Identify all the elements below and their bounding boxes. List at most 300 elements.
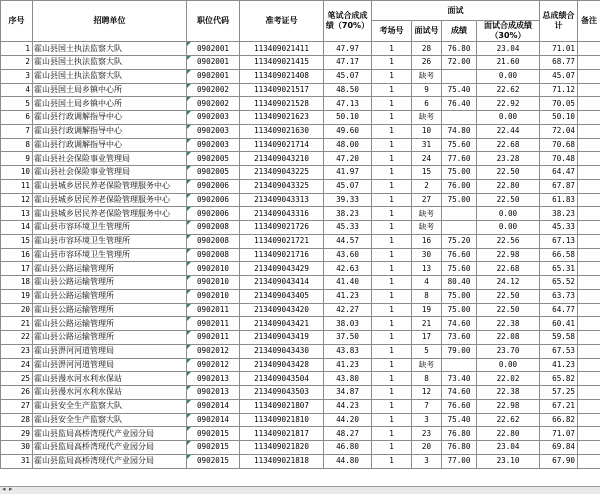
cell-unit[interactable]: 霍山县淠河河道管理局 <box>33 358 187 372</box>
cell-remark[interactable] <box>578 166 600 180</box>
cell-score[interactable]: 73.40 <box>442 372 477 386</box>
cell-ticket[interactable]: 113409021411 <box>240 42 324 56</box>
cell-remark[interactable] <box>578 331 600 345</box>
cell-seq[interactable]: 30 <box>1 441 33 455</box>
cell-post-code[interactable]: 0902002 <box>187 97 240 111</box>
cell-room[interactable]: 1 <box>372 399 412 413</box>
cell-seq[interactable]: 22 <box>1 331 33 345</box>
cell-total[interactable]: 60.41 <box>540 317 578 331</box>
cell-seq[interactable]: 26 <box>1 386 33 400</box>
cell-interview-comp[interactable]: 24.12 <box>477 276 540 290</box>
cell-ticket[interactable]: 113409021810 <box>240 413 324 427</box>
cell-ticket[interactable]: 213409043405 <box>240 289 324 303</box>
cell-written[interactable]: 45.07 <box>324 179 372 193</box>
cell-written[interactable]: 45.07 <box>324 69 372 83</box>
cell-remark[interactable] <box>578 207 600 221</box>
cell-post-code[interactable]: 0902011 <box>187 331 240 345</box>
cell-written[interactable]: 42.63 <box>324 262 372 276</box>
cell-ticket[interactable]: 213409043316 <box>240 207 324 221</box>
cell-ticket[interactable]: 113409021623 <box>240 111 324 125</box>
cell-unit[interactable]: 霍山县国土执法监察大队 <box>33 69 187 83</box>
cell-written[interactable]: 38.03 <box>324 317 372 331</box>
cell-total[interactable]: 71.01 <box>540 42 578 56</box>
cell-room[interactable]: 1 <box>372 179 412 193</box>
cell-score[interactable]: 77.60 <box>442 152 477 166</box>
cell-written[interactable]: 41.97 <box>324 166 372 180</box>
cell-interview-comp[interactable]: 23.10 <box>477 454 540 468</box>
cell-ticket[interactable]: 113409021818 <box>240 454 324 468</box>
cell-room[interactable]: 1 <box>372 303 412 317</box>
cell-room[interactable]: 1 <box>372 386 412 400</box>
cell-remark[interactable] <box>578 262 600 276</box>
cell-interview-comp[interactable]: 22.38 <box>477 317 540 331</box>
cell-post-code[interactable]: 0902015 <box>187 441 240 455</box>
cell-seq[interactable]: 19 <box>1 289 33 303</box>
cell-unit[interactable]: 霍山县国土执法监察大队 <box>33 42 187 56</box>
cell-remark[interactable] <box>578 152 600 166</box>
cell-interview-comp[interactable]: 22.56 <box>477 234 540 248</box>
cell-score[interactable]: 74.80 <box>442 124 477 138</box>
cell-remark[interactable] <box>578 124 600 138</box>
cell-ticket[interactable]: 213409043420 <box>240 303 324 317</box>
cell-remark[interactable] <box>578 97 600 111</box>
cell-interview-no[interactable]: 缺考 <box>412 358 442 372</box>
cell-ticket[interactable]: 113409021415 <box>240 56 324 70</box>
cell-seq[interactable]: 1 <box>1 42 33 56</box>
cell-total[interactable]: 70.68 <box>540 138 578 152</box>
cell-post-code[interactable]: 0902001 <box>187 69 240 83</box>
cell-interview-comp[interactable]: 23.04 <box>477 42 540 56</box>
cell-seq[interactable]: 2 <box>1 56 33 70</box>
cell-total[interactable]: 66.82 <box>540 413 578 427</box>
cell-unit[interactable]: 霍山县行政调解指导中心 <box>33 124 187 138</box>
cell-seq[interactable]: 3 <box>1 69 33 83</box>
cell-interview-no[interactable]: 23 <box>412 427 442 441</box>
cell-ticket[interactable]: 213409043414 <box>240 276 324 290</box>
cell-interview-no[interactable]: 17 <box>412 331 442 345</box>
cell-interview-comp[interactable]: 0.00 <box>477 69 540 83</box>
cell-unit[interactable]: 霍山县安全生产监察大队 <box>33 399 187 413</box>
cell-score[interactable]: 75.00 <box>442 303 477 317</box>
cell-post-code[interactable]: 0902011 <box>187 303 240 317</box>
cell-total[interactable]: 41.23 <box>540 358 578 372</box>
cell-score[interactable]: 76.00 <box>442 179 477 193</box>
cell-total[interactable]: 50.10 <box>540 111 578 125</box>
cell-post-code[interactable]: 0902006 <box>187 179 240 193</box>
cell-seq[interactable]: 28 <box>1 413 33 427</box>
cell-room[interactable]: 1 <box>372 276 412 290</box>
cell-score[interactable]: 75.40 <box>442 83 477 97</box>
cell-written[interactable]: 47.97 <box>324 42 372 56</box>
cell-written[interactable]: 38.23 <box>324 207 372 221</box>
cell-post-code[interactable]: 0902003 <box>187 124 240 138</box>
cell-room[interactable]: 1 <box>372 317 412 331</box>
cell-unit[interactable]: 霍山县国土局乡镇中心所 <box>33 83 187 97</box>
cell-ticket[interactable]: 113409021817 <box>240 427 324 441</box>
cell-unit[interactable]: 霍山县行政调解指导中心 <box>33 138 187 152</box>
cell-interview-comp[interactable]: 22.68 <box>477 138 540 152</box>
cell-interview-no[interactable]: 20 <box>412 441 442 455</box>
cell-room[interactable]: 1 <box>372 372 412 386</box>
cell-total[interactable]: 71.07 <box>540 427 578 441</box>
cell-post-code[interactable]: 0902008 <box>187 248 240 262</box>
cell-remark[interactable] <box>578 179 600 193</box>
cell-post-code[interactable]: 0902002 <box>187 83 240 97</box>
cell-interview-no[interactable]: 5 <box>412 344 442 358</box>
cell-unit[interactable]: 霍山县监局高桥湾现代产业园分局 <box>33 427 187 441</box>
cell-written[interactable]: 44.23 <box>324 399 372 413</box>
cell-ticket[interactable]: 213409043429 <box>240 262 324 276</box>
cell-interview-no[interactable]: 28 <box>412 42 442 56</box>
cell-ticket[interactable]: 113409021408 <box>240 69 324 83</box>
cell-seq[interactable]: 5 <box>1 97 33 111</box>
cell-remark[interactable] <box>578 234 600 248</box>
cell-written[interactable]: 45.33 <box>324 221 372 235</box>
cell-remark[interactable] <box>578 441 600 455</box>
cell-interview-no[interactable]: 3 <box>412 454 442 468</box>
cell-score[interactable]: 76.80 <box>442 427 477 441</box>
cell-post-code[interactable]: 0902011 <box>187 317 240 331</box>
cell-unit[interactable]: 霍山县市容环境卫生管理所 <box>33 221 187 235</box>
cell-score[interactable] <box>442 358 477 372</box>
cell-remark[interactable] <box>578 111 600 125</box>
cell-total[interactable]: 57.25 <box>540 386 578 400</box>
cell-seq[interactable]: 15 <box>1 234 33 248</box>
cell-room[interactable]: 1 <box>372 193 412 207</box>
cell-post-code[interactable]: 0902005 <box>187 152 240 166</box>
cell-total[interactable]: 71.12 <box>540 83 578 97</box>
cell-remark[interactable] <box>578 69 600 83</box>
cell-interview-comp[interactable]: 22.62 <box>477 413 540 427</box>
cell-seq[interactable]: 31 <box>1 454 33 468</box>
cell-interview-comp[interactable]: 22.68 <box>477 262 540 276</box>
cell-interview-comp[interactable]: 22.98 <box>477 248 540 262</box>
cell-seq[interactable]: 29 <box>1 427 33 441</box>
cell-post-code[interactable]: 0902005 <box>187 166 240 180</box>
cell-interview-no[interactable]: 2 <box>412 179 442 193</box>
cell-total[interactable]: 65.52 <box>540 276 578 290</box>
cell-seq[interactable]: 7 <box>1 124 33 138</box>
cell-written[interactable]: 42.27 <box>324 303 372 317</box>
cell-room[interactable]: 1 <box>372 166 412 180</box>
cell-interview-no[interactable]: 缺考 <box>412 207 442 221</box>
cell-written[interactable]: 43.60 <box>324 248 372 262</box>
cell-post-code[interactable]: 0902003 <box>187 111 240 125</box>
cell-unit[interactable]: 霍山县公路运输管理所 <box>33 276 187 290</box>
cell-score[interactable]: 76.80 <box>442 441 477 455</box>
cell-written[interactable]: 44.80 <box>324 454 372 468</box>
cell-seq[interactable]: 23 <box>1 344 33 358</box>
cell-written[interactable]: 47.17 <box>324 56 372 70</box>
cell-seq[interactable]: 27 <box>1 399 33 413</box>
cell-score[interactable]: 75.60 <box>442 138 477 152</box>
cell-interview-no[interactable]: 3 <box>412 413 442 427</box>
cell-post-code[interactable]: 0902006 <box>187 193 240 207</box>
cell-total[interactable]: 67.13 <box>540 234 578 248</box>
cell-interview-comp[interactable]: 22.50 <box>477 166 540 180</box>
tab-scroll-left-icon[interactable]: ◂ <box>2 486 6 493</box>
cell-written[interactable]: 43.83 <box>324 344 372 358</box>
cell-remark[interactable] <box>578 303 600 317</box>
cell-interview-no[interactable]: 24 <box>412 152 442 166</box>
cell-score[interactable]: 74.60 <box>442 317 477 331</box>
cell-interview-no[interactable]: 缺考 <box>412 111 442 125</box>
cell-written[interactable]: 47.20 <box>324 152 372 166</box>
cell-total[interactable]: 69.84 <box>540 441 578 455</box>
cell-ticket[interactable]: 213409043421 <box>240 317 324 331</box>
cell-room[interactable]: 1 <box>372 221 412 235</box>
cell-total[interactable]: 66.58 <box>540 248 578 262</box>
cell-interview-no[interactable]: 6 <box>412 97 442 111</box>
cell-unit[interactable]: 霍山县安全生产监察大队 <box>33 413 187 427</box>
cell-interview-comp[interactable]: 0.00 <box>477 358 540 372</box>
cell-score[interactable]: 76.80 <box>442 42 477 56</box>
cell-unit[interactable]: 霍山县社会保险事业管理局 <box>33 152 187 166</box>
tab-scroll-right-icon[interactable]: ▸ <box>9 486 13 493</box>
cell-interview-comp[interactable]: 23.70 <box>477 344 540 358</box>
cell-seq[interactable]: 11 <box>1 179 33 193</box>
cell-post-code[interactable]: 0902013 <box>187 372 240 386</box>
cell-seq[interactable]: 25 <box>1 372 33 386</box>
cell-ticket[interactable]: 213409043428 <box>240 358 324 372</box>
cell-ticket[interactable]: 213409043210 <box>240 152 324 166</box>
cell-post-code[interactable]: 0902001 <box>187 42 240 56</box>
cell-post-code[interactable]: 0902015 <box>187 427 240 441</box>
cell-written[interactable]: 47.13 <box>324 97 372 111</box>
cell-ticket[interactable]: 113409021630 <box>240 124 324 138</box>
cell-interview-comp[interactable]: 22.80 <box>477 427 540 441</box>
cell-room[interactable]: 1 <box>372 111 412 125</box>
cell-unit[interactable]: 霍山县城乡居民养老保险管理服务中心 <box>33 179 187 193</box>
cell-interview-no[interactable]: 26 <box>412 56 442 70</box>
cell-interview-comp[interactable]: 0.00 <box>477 221 540 235</box>
cell-room[interactable]: 1 <box>372 262 412 276</box>
cell-remark[interactable] <box>578 248 600 262</box>
cell-room[interactable]: 1 <box>372 427 412 441</box>
cell-remark[interactable] <box>578 413 600 427</box>
cell-seq[interactable]: 17 <box>1 262 33 276</box>
cell-unit[interactable]: 霍山县市容环境卫生管理所 <box>33 234 187 248</box>
cell-total[interactable]: 68.77 <box>540 56 578 70</box>
cell-score[interactable]: 75.00 <box>442 289 477 303</box>
cell-seq[interactable]: 21 <box>1 317 33 331</box>
cell-remark[interactable] <box>578 138 600 152</box>
cell-unit[interactable]: 霍山县市容环境卫生管理所 <box>33 248 187 262</box>
cell-unit[interactable]: 霍山县城乡居民养老保险管理服务中心 <box>33 193 187 207</box>
cell-remark[interactable] <box>578 427 600 441</box>
cell-score[interactable] <box>442 111 477 125</box>
cell-ticket[interactable]: 113409021714 <box>240 138 324 152</box>
cell-score[interactable]: 79.00 <box>442 344 477 358</box>
cell-seq[interactable]: 10 <box>1 166 33 180</box>
cell-post-code[interactable]: 0902012 <box>187 358 240 372</box>
cell-post-code[interactable]: 0902010 <box>187 262 240 276</box>
cell-post-code[interactable]: 0902008 <box>187 234 240 248</box>
cell-interview-no[interactable]: 27 <box>412 193 442 207</box>
cell-total[interactable]: 67.21 <box>540 399 578 413</box>
cell-written[interactable]: 44.20 <box>324 413 372 427</box>
cell-unit[interactable]: 霍山县国土局乡镇中心所 <box>33 97 187 111</box>
cell-interview-comp[interactable]: 22.50 <box>477 303 540 317</box>
cell-remark[interactable] <box>578 372 600 386</box>
cell-score[interactable]: 76.40 <box>442 97 477 111</box>
cell-unit[interactable]: 霍山县漫水河水利水保站 <box>33 372 187 386</box>
cell-interview-comp[interactable]: 22.02 <box>477 372 540 386</box>
cell-interview-no[interactable]: 12 <box>412 386 442 400</box>
cell-total[interactable]: 67.87 <box>540 179 578 193</box>
cell-unit[interactable]: 霍山县公路运输管理所 <box>33 317 187 331</box>
cell-written[interactable]: 48.27 <box>324 427 372 441</box>
cell-total[interactable]: 61.83 <box>540 193 578 207</box>
cell-interview-comp[interactable]: 22.62 <box>477 83 540 97</box>
cell-interview-comp[interactable]: 22.50 <box>477 193 540 207</box>
cell-seq[interactable]: 6 <box>1 111 33 125</box>
cell-room[interactable]: 1 <box>372 331 412 345</box>
cell-interview-no[interactable]: 7 <box>412 399 442 413</box>
cell-total[interactable]: 65.31 <box>540 262 578 276</box>
cell-post-code[interactable]: 0902003 <box>187 138 240 152</box>
cell-interview-comp[interactable]: 21.60 <box>477 56 540 70</box>
cell-ticket[interactable]: 213409043225 <box>240 166 324 180</box>
cell-interview-comp[interactable]: 22.44 <box>477 124 540 138</box>
cell-unit[interactable]: 霍山县漫水河水利水保站 <box>33 386 187 400</box>
cell-interview-comp[interactable]: 23.28 <box>477 152 540 166</box>
cell-ticket[interactable]: 113409021726 <box>240 221 324 235</box>
cell-score[interactable]: 77.00 <box>442 454 477 468</box>
cell-remark[interactable] <box>578 399 600 413</box>
cell-post-code[interactable]: 0902001 <box>187 56 240 70</box>
cell-room[interactable]: 1 <box>372 234 412 248</box>
cell-interview-no[interactable]: 15 <box>412 166 442 180</box>
cell-score[interactable]: 80.40 <box>442 276 477 290</box>
cell-unit[interactable]: 霍山县监局高桥湾现代产业园分局 <box>33 454 187 468</box>
cell-room[interactable]: 1 <box>372 358 412 372</box>
cell-interview-no[interactable]: 9 <box>412 83 442 97</box>
cell-unit[interactable]: 霍山县行政调解指导中心 <box>33 111 187 125</box>
cell-ticket[interactable]: 113409021517 <box>240 83 324 97</box>
cell-seq[interactable]: 20 <box>1 303 33 317</box>
cell-seq[interactable]: 24 <box>1 358 33 372</box>
cell-written[interactable]: 37.50 <box>324 331 372 345</box>
cell-seq[interactable]: 12 <box>1 193 33 207</box>
cell-interview-no[interactable]: 21 <box>412 317 442 331</box>
cell-remark[interactable] <box>578 221 600 235</box>
cell-score[interactable]: 75.60 <box>442 262 477 276</box>
cell-total[interactable]: 72.04 <box>540 124 578 138</box>
cell-ticket[interactable]: 213409043325 <box>240 179 324 193</box>
cell-score[interactable]: 75.40 <box>442 413 477 427</box>
cell-remark[interactable] <box>578 276 600 290</box>
cell-written[interactable]: 41.23 <box>324 289 372 303</box>
cell-post-code[interactable]: 0902014 <box>187 413 240 427</box>
cell-room[interactable]: 1 <box>372 441 412 455</box>
cell-ticket[interactable]: 113409021807 <box>240 399 324 413</box>
cell-total[interactable]: 63.73 <box>540 289 578 303</box>
cell-interview-no[interactable]: 8 <box>412 372 442 386</box>
cell-ticket[interactable]: 113409021721 <box>240 234 324 248</box>
cell-post-code[interactable]: 0902013 <box>187 386 240 400</box>
cell-interview-no[interactable]: 8 <box>412 289 442 303</box>
cell-room[interactable]: 1 <box>372 248 412 262</box>
cell-post-code[interactable]: 0902010 <box>187 276 240 290</box>
cell-unit[interactable]: 霍山县社会保险事业管理局 <box>33 166 187 180</box>
cell-total[interactable]: 38.23 <box>540 207 578 221</box>
cell-seq[interactable]: 16 <box>1 248 33 262</box>
cell-unit[interactable]: 霍山县公路运输管理所 <box>33 331 187 345</box>
cell-interview-comp[interactable]: 23.04 <box>477 441 540 455</box>
cell-room[interactable]: 1 <box>372 42 412 56</box>
cell-room[interactable]: 1 <box>372 152 412 166</box>
cell-interview-comp[interactable]: 0.00 <box>477 207 540 221</box>
cell-score[interactable]: 72.00 <box>442 56 477 70</box>
cell-interview-comp[interactable]: 22.92 <box>477 97 540 111</box>
cell-interview-comp[interactable]: 0.00 <box>477 111 540 125</box>
cell-remark[interactable] <box>578 83 600 97</box>
cell-seq[interactable]: 8 <box>1 138 33 152</box>
cell-remark[interactable] <box>578 317 600 331</box>
cell-room[interactable]: 1 <box>372 207 412 221</box>
cell-score[interactable]: 75.00 <box>442 166 477 180</box>
cell-written[interactable]: 34.87 <box>324 386 372 400</box>
cell-score[interactable]: 76.60 <box>442 248 477 262</box>
cell-interview-no[interactable]: 4 <box>412 276 442 290</box>
cell-written[interactable]: 48.00 <box>324 138 372 152</box>
cell-written[interactable]: 50.10 <box>324 111 372 125</box>
cell-total[interactable]: 45.33 <box>540 221 578 235</box>
cell-room[interactable]: 1 <box>372 97 412 111</box>
cell-ticket[interactable]: 113409021716 <box>240 248 324 262</box>
cell-room[interactable]: 1 <box>372 138 412 152</box>
cell-written[interactable]: 44.57 <box>324 234 372 248</box>
cell-ticket[interactable]: 113409021528 <box>240 97 324 111</box>
cell-total[interactable]: 67.53 <box>540 344 578 358</box>
cell-post-code[interactable]: 0902015 <box>187 454 240 468</box>
cell-room[interactable]: 1 <box>372 124 412 138</box>
cell-unit[interactable]: 霍山县公路运输管理所 <box>33 289 187 303</box>
cell-written[interactable]: 49.60 <box>324 124 372 138</box>
cell-score[interactable]: 73.60 <box>442 331 477 345</box>
cell-total[interactable]: 65.82 <box>540 372 578 386</box>
cell-ticket[interactable]: 213409043504 <box>240 372 324 386</box>
cell-interview-no[interactable]: 16 <box>412 234 442 248</box>
cell-post-code[interactable]: 0902006 <box>187 207 240 221</box>
cell-interview-no[interactable]: 缺考 <box>412 221 442 235</box>
cell-written[interactable]: 39.33 <box>324 193 372 207</box>
cell-score[interactable] <box>442 69 477 83</box>
cell-score[interactable]: 74.60 <box>442 386 477 400</box>
cell-interview-comp[interactable]: 22.80 <box>477 179 540 193</box>
cell-remark[interactable] <box>578 193 600 207</box>
cell-seq[interactable]: 9 <box>1 152 33 166</box>
cell-total[interactable]: 64.47 <box>540 166 578 180</box>
cell-remark[interactable] <box>578 56 600 70</box>
cell-seq[interactable]: 18 <box>1 276 33 290</box>
cell-post-code[interactable]: 0902012 <box>187 344 240 358</box>
cell-remark[interactable] <box>578 344 600 358</box>
cell-ticket[interactable]: 213409043430 <box>240 344 324 358</box>
cell-interview-comp[interactable]: 22.08 <box>477 331 540 345</box>
cell-score[interactable]: 76.60 <box>442 399 477 413</box>
cell-remark[interactable] <box>578 289 600 303</box>
cell-score[interactable]: 75.00 <box>442 193 477 207</box>
cell-total[interactable]: 64.77 <box>540 303 578 317</box>
cell-interview-comp[interactable]: 22.50 <box>477 289 540 303</box>
cell-interview-no[interactable]: 30 <box>412 248 442 262</box>
cell-seq[interactable]: 14 <box>1 221 33 235</box>
cell-remark[interactable] <box>578 42 600 56</box>
cell-interview-comp[interactable]: 22.98 <box>477 399 540 413</box>
cell-seq[interactable]: 4 <box>1 83 33 97</box>
